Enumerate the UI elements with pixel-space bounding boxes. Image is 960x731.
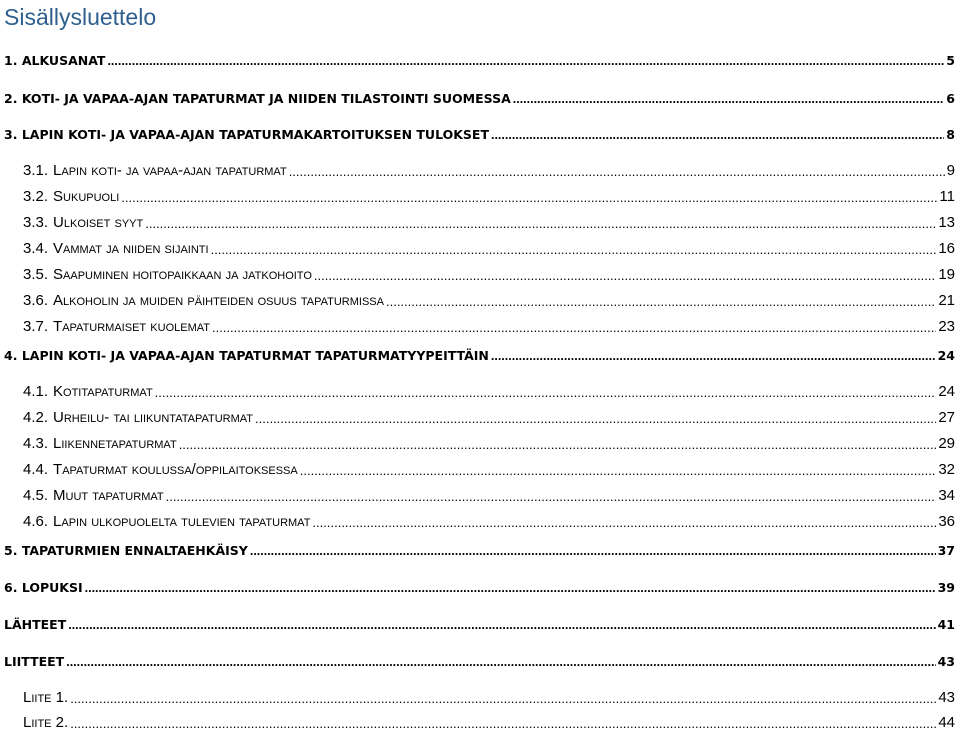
- toc-entry[interactable]: [0, 157, 960, 179]
- toc-entry-page-number: 41: [937, 617, 955, 632]
- dot-leader: [179, 437, 937, 452]
- toc-entry[interactable]: [0, 84, 960, 106]
- toc-entry-text: TAPATURMIEN ENNALTAEHKÄISY: [21, 543, 248, 558]
- toc-entry-label: [23, 240, 209, 257]
- toc-entry-number: 2.: [4, 91, 22, 106]
- toc-entry-label: [23, 162, 287, 179]
- toc-entry-number: 3.3.: [23, 214, 49, 231]
- toc-entry-text: Tapaturmat koulussa/oppilaitoksessa: [53, 461, 298, 478]
- toc-entry[interactable]: [0, 46, 960, 68]
- toc-entry-label: [23, 292, 384, 309]
- dot-leader: [107, 54, 944, 68]
- toc-entry-page-number: 8: [946, 127, 955, 142]
- toc-entry-number: 3.1.: [23, 162, 49, 179]
- toc-entry-page-number: 21: [938, 292, 955, 309]
- toc-entry[interactable]: [0, 378, 960, 400]
- toc-entry[interactable]: [0, 508, 960, 530]
- toc-entry-page-number: 43: [937, 654, 955, 669]
- toc-entry-text: Ulkoiset syyt: [53, 214, 144, 231]
- toc-entry-number: 5.: [4, 543, 22, 558]
- toc-entry-number: 4.: [4, 348, 22, 363]
- toc-entry[interactable]: [0, 261, 960, 283]
- toc-entry-label: [4, 617, 66, 632]
- dot-leader: [66, 655, 935, 669]
- toc-entry-text: Liite 2.: [23, 714, 69, 731]
- toc-entry-text: Saapuminen hoitopaikkaan ja jatkohoito: [53, 266, 312, 283]
- toc-entry-number: 6.: [4, 580, 22, 595]
- dot-leader: [491, 128, 944, 142]
- toc-entry-number: 3.2.: [23, 188, 49, 205]
- toc-entry-label: [23, 487, 164, 504]
- toc-entry[interactable]: [0, 235, 960, 257]
- toc-entry-text: LÄHTEET: [4, 617, 67, 632]
- toc-entry-label: [4, 348, 489, 363]
- toc-entry-label: [4, 91, 511, 106]
- toc-entry-page-number: 23: [938, 318, 955, 335]
- toc-entry-number: 1.: [4, 53, 22, 68]
- toc-entry-text: Muut tapaturmat: [53, 487, 164, 504]
- toc-entry-number: 4.5.: [23, 487, 49, 504]
- toc-entry-label: [4, 127, 489, 142]
- toc-entry-page-number: 36: [938, 513, 955, 530]
- dot-leader: [255, 411, 936, 426]
- toc-entry[interactable]: [0, 482, 960, 504]
- toc-entry-text: LAPIN KOTI- JA VAPAA-AJAN TAPATURMAT TAPATURMATYYPEITTÄIN: [21, 348, 489, 363]
- dot-leader: [70, 691, 936, 706]
- toc-entry-number: 4.2.: [23, 409, 49, 426]
- toc-entry-label: [23, 513, 310, 530]
- dot-leader: [212, 320, 936, 335]
- toc-entry[interactable]: [0, 341, 960, 363]
- toc-entry-text: KOTI- JA VAPAA-AJAN TAPATURMAT JA NIIDEN TILASTOINTI SUOMESSA: [21, 91, 511, 106]
- toc-entry-text: Tapaturmaiset kuolemat: [53, 318, 210, 335]
- dot-leader: [211, 242, 937, 257]
- toc-entry-text: Liikennetapaturmat: [53, 435, 177, 452]
- toc-entry-page-number: 32: [938, 461, 955, 478]
- toc-entry-number: 4.3.: [23, 435, 49, 452]
- toc-entry-number: 3.6.: [23, 292, 49, 309]
- toc-entry-number: 3.4.: [23, 240, 49, 257]
- toc-entry-number: 4.6.: [23, 513, 49, 530]
- toc-entry[interactable]: [0, 404, 960, 426]
- toc-entry-label: [23, 214, 143, 231]
- toc-entry-page-number: 39: [937, 580, 955, 595]
- toc-entry[interactable]: [0, 536, 960, 558]
- toc-entry-label: [23, 461, 298, 478]
- toc-entry-label: [23, 435, 177, 452]
- dot-leader: [121, 190, 937, 205]
- toc-entry-page-number: 43: [938, 689, 955, 706]
- toc-entry-page-number: 6: [946, 91, 955, 106]
- toc-entry-text: Sukupuoli: [53, 188, 120, 205]
- dot-leader: [312, 515, 936, 530]
- toc-entry[interactable]: [0, 183, 960, 205]
- toc-entry-text: LAPIN KOTI- JA VAPAA-AJAN TAPATURMAKARTOITUKSEN TULOKSET: [21, 127, 489, 142]
- dot-leader: [68, 618, 935, 632]
- toc-entry[interactable]: [0, 647, 960, 669]
- toc-entry[interactable]: [0, 573, 960, 595]
- toc-entry[interactable]: [0, 120, 960, 142]
- toc-entry-label: [4, 654, 64, 669]
- toc-entry-text: Lapin koti- ja vapaa-ajan tapaturmat: [53, 162, 287, 179]
- toc-entry-label: [23, 689, 68, 706]
- toc-entry-label: [4, 543, 248, 558]
- toc-entry-text: Urheilu- tai liikuntatapaturmat: [53, 409, 254, 426]
- dot-leader: [314, 268, 936, 283]
- dot-leader: [145, 216, 936, 231]
- toc-entry-number: 3.: [4, 127, 22, 142]
- toc-entry-page-number: 9: [946, 162, 955, 179]
- toc-entry-label: [4, 580, 83, 595]
- toc-entry-page-number: 27: [938, 409, 955, 426]
- toc-entry-number: 4.1.: [23, 383, 49, 400]
- toc-entry-text: Vammat ja niiden sijainti: [53, 240, 209, 257]
- dot-leader: [250, 544, 936, 558]
- toc-entry-page-number: 16: [938, 240, 955, 257]
- toc-entry-number: 3.5.: [23, 266, 49, 283]
- toc-entry-label: [4, 53, 105, 68]
- toc-entry-page-number: 5: [946, 53, 955, 68]
- dot-leader: [166, 489, 937, 504]
- toc-entry[interactable]: [0, 430, 960, 452]
- toc-entry-page-number: 37: [937, 543, 955, 558]
- toc-entry-text: LIITTEET: [4, 654, 65, 669]
- dot-leader: [300, 463, 937, 478]
- toc-entry-label: [23, 318, 210, 335]
- toc-entry-text: ALKUSANAT: [21, 53, 106, 68]
- toc-entry[interactable]: [0, 287, 960, 309]
- toc-entry-text: Alkoholin ja muiden päihteiden osuus tapaturmissa: [53, 292, 384, 309]
- toc-entry[interactable]: [0, 610, 960, 632]
- toc-entry-text: Kotitapaturmat: [53, 383, 153, 400]
- toc-entry[interactable]: [0, 456, 960, 478]
- dot-leader: [155, 385, 937, 400]
- toc-entry-number: 4.4.: [23, 461, 49, 478]
- toc-entry-text: LOPUKSI: [21, 580, 83, 595]
- toc-entry-page-number: 24: [937, 348, 955, 363]
- toc-entry-number: 3.7.: [23, 318, 49, 335]
- toc-entry-label: [23, 188, 119, 205]
- toc-entry-page-number: 13: [938, 214, 955, 231]
- toc-title: Sisällysluettelo: [4, 4, 157, 30]
- toc-entry-page-number: 24: [938, 383, 955, 400]
- toc-entry-label: [23, 714, 68, 731]
- dot-leader: [513, 92, 945, 106]
- toc-entry-text: Liite 1.: [23, 689, 69, 706]
- toc-entry-label: [23, 266, 312, 283]
- toc-entry-page-number: 44: [938, 714, 955, 731]
- dot-leader: [289, 164, 945, 179]
- toc-entry-text: Lapin ulkopuolelta tulevien tapaturmat: [53, 513, 311, 530]
- toc-entry-label: [23, 409, 253, 426]
- toc-entry-page-number: 34: [938, 487, 955, 504]
- dot-leader: [491, 349, 936, 363]
- toc-entry-page-number: 29: [938, 435, 955, 452]
- dot-leader: [85, 581, 936, 595]
- toc-entry[interactable]: [0, 684, 960, 706]
- toc-entry[interactable]: [0, 209, 960, 231]
- toc-entry[interactable]: [0, 709, 960, 731]
- toc-entry[interactable]: [0, 313, 960, 335]
- dot-leader: [386, 294, 936, 309]
- toc-entry-page-number: 19: [938, 266, 955, 283]
- toc-entry-label: [23, 383, 153, 400]
- toc-entry-page-number: 11: [939, 188, 955, 205]
